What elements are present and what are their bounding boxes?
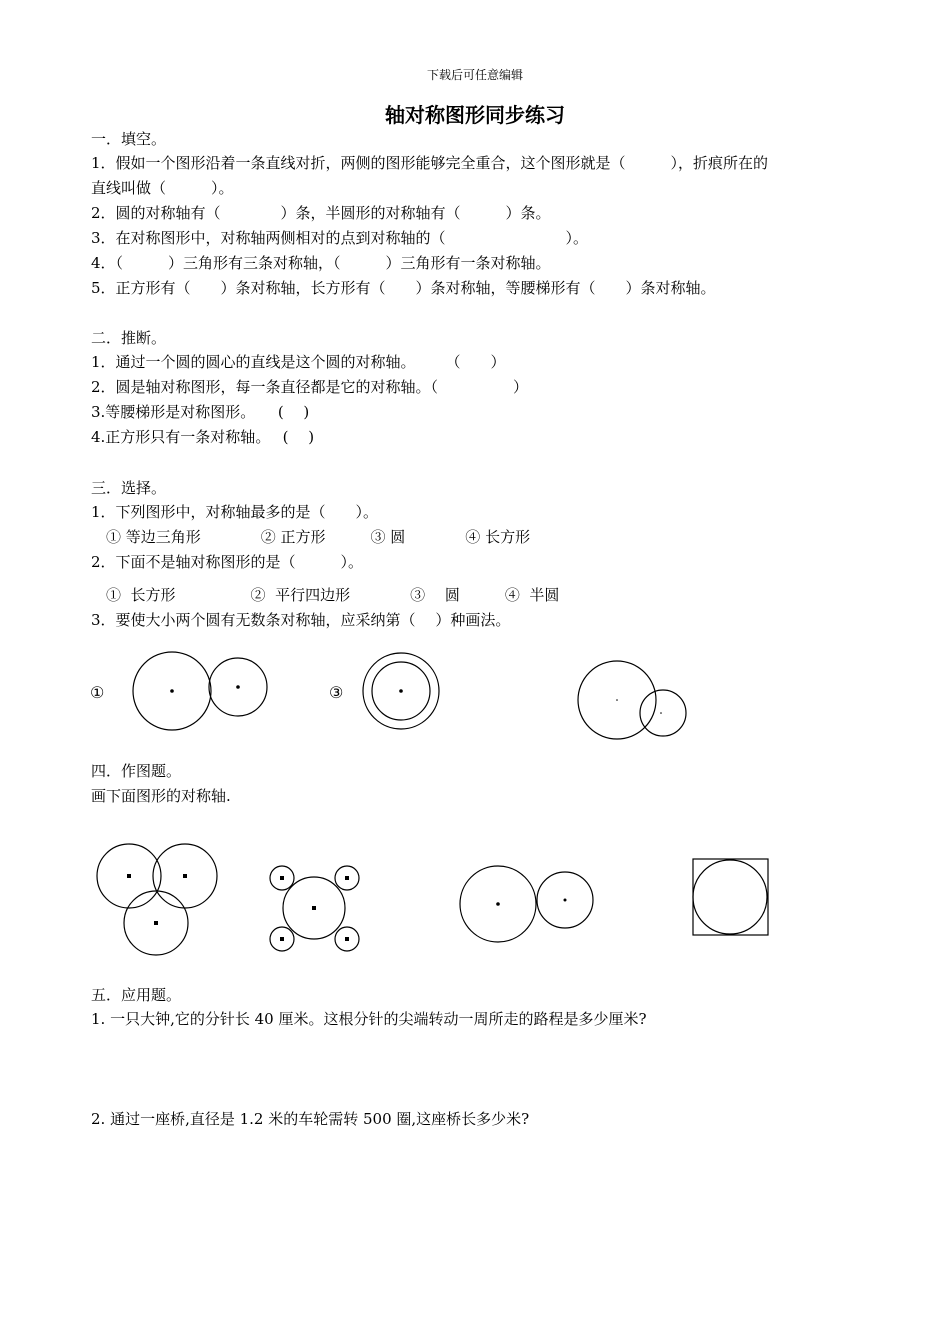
section1-q4: 4．（ ）三角形有三条对称轴，（ ）三角形有一条对称轴。 bbox=[91, 254, 551, 272]
section5-heading: 五．应用题。 bbox=[91, 986, 182, 1004]
section2-q3: 3.等腰梯形是对称图形。 ( ) bbox=[91, 403, 310, 421]
figure-label-1: ① bbox=[90, 683, 105, 702]
section2-q2: 2．圆是轴对称图形，每一条直径都是它的对称轴。（ ） bbox=[91, 378, 529, 396]
section1-q1-line2: 直线叫做（ ）。 bbox=[91, 179, 234, 197]
section1-q5: 5．正方形有（ ）条对称轴，长方形有（ ）条对称轴，等腰梯形有（ ）条对称轴。 bbox=[91, 279, 716, 297]
section3-q2-options: ① 长方形 ② 平行四边形 ③ 圆 ④ 半圆 bbox=[91, 586, 560, 604]
section2-q4: 4.正方形只有一条对称轴。 ( ) bbox=[91, 428, 315, 446]
section5-q2: 2. 通过一座桥,直径是 1.2 米的车轮需转 500 圈,这座桥长多少米? bbox=[91, 1110, 530, 1128]
section1-q2: 2．圆的对称轴有（ ）条，半圆形的对称轴有（ ）条。 bbox=[91, 204, 551, 222]
page-title: 轴对称图形同步练习 bbox=[385, 103, 565, 127]
section3-q1-options: ① 等边三角形 ② 正方形 ③ 圆 ④ 长方形 bbox=[91, 528, 531, 546]
header-note: 下载后可任意编辑 bbox=[426, 68, 523, 82]
section1-q1-line1: 1．假如一个图形沿着一条直线对折，两侧的图形能够完全重合，这个图形就是（ ），折痕所在的 bbox=[91, 154, 769, 172]
section5-q1: 1. 一只大钟,它的分针长 40 厘米。这根分针的尖端转动一周所走的路程是多少厘米? bbox=[91, 1010, 647, 1028]
section1-heading: 一．填空。 bbox=[91, 130, 167, 148]
section1-q3: 3．在对称图形中，对称轴两侧相对的点到对称轴的（ ）。 bbox=[91, 229, 589, 247]
figure-label-3: ③ bbox=[329, 683, 344, 702]
section4-instruction: 画下面图形的对称轴. bbox=[91, 787, 231, 805]
section3-q1: 1．下列图形中，对称轴最多的是（ ）。 bbox=[91, 503, 379, 521]
section2-heading: 二．推断。 bbox=[91, 329, 167, 347]
section2-q1: 1．通过一个圆的圆心的直线是这个圆的对称轴。 （ ） bbox=[91, 353, 506, 371]
section3-heading: 三．选择。 bbox=[91, 479, 167, 497]
section3-q2: 2．下面不是轴对称图形的是（ ）。 bbox=[91, 553, 364, 571]
section4-heading: 四．作图题。 bbox=[91, 762, 182, 780]
section3-q3: 3．要使大小两个圆有无数条对称轴，应采纳第（ ）种画法。 bbox=[91, 611, 511, 629]
